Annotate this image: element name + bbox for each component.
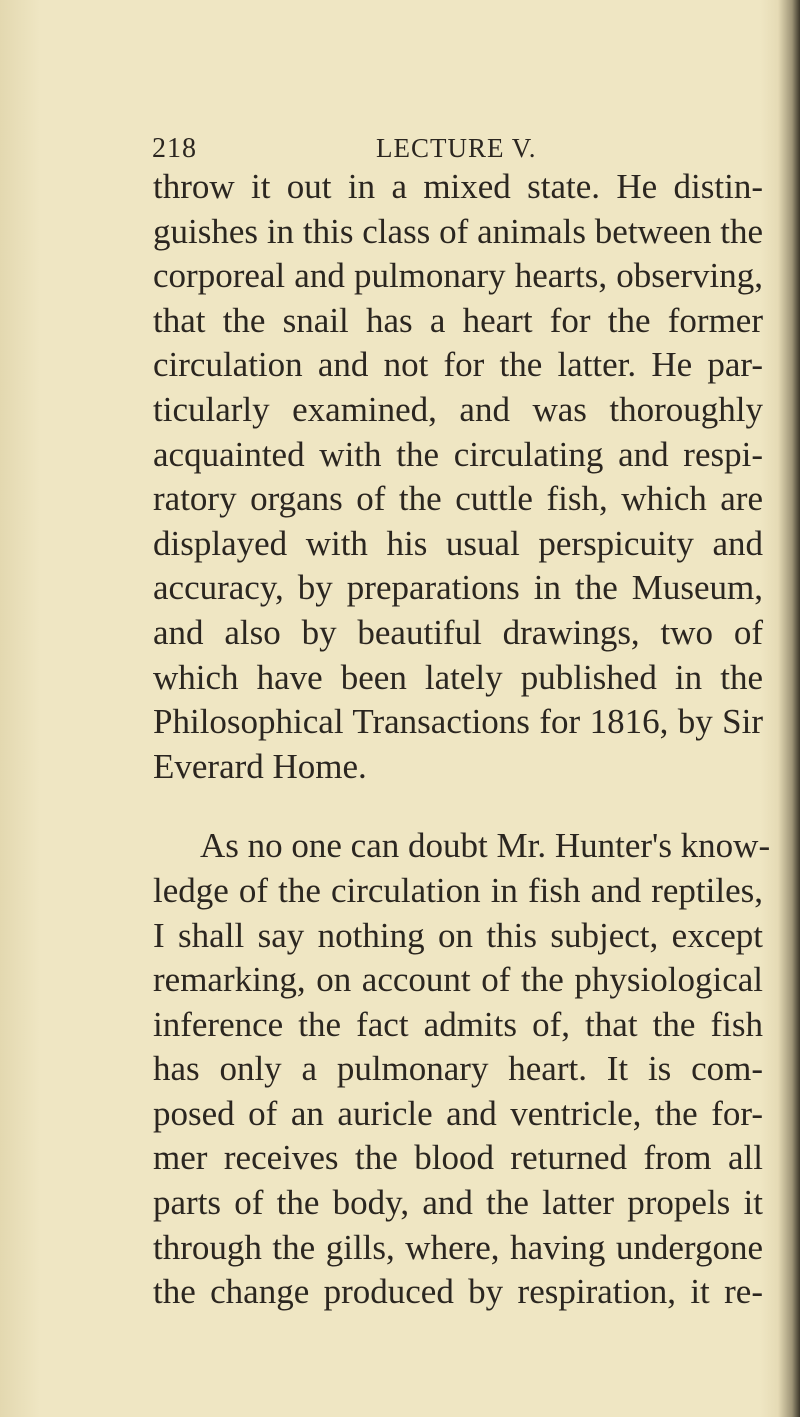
text-line: ticularly examined, and was thoroughly bbox=[153, 389, 763, 429]
page-number: 218 bbox=[152, 133, 197, 164]
text-line: that the snail has a heart for the former bbox=[153, 300, 763, 340]
text-line: corporeal and pulmonary hearts, observing, bbox=[153, 256, 763, 296]
text-line: remarking, on account of the physiological bbox=[153, 960, 763, 1000]
running-title: LECTURE V. bbox=[376, 133, 537, 163]
text-line: which have been lately published in the bbox=[153, 657, 763, 697]
text-line: the change produced by respiration, it re- bbox=[153, 1272, 763, 1312]
text-line: circulation and not for the latter. He par- bbox=[153, 345, 763, 385]
text-line: acquainted with the circulating and respi- bbox=[153, 434, 763, 474]
text-line: ledge of the circulation in fish and reptiles, bbox=[153, 870, 763, 910]
text-line: Everard Home. bbox=[153, 746, 367, 786]
paragraph-1 bbox=[153, 165, 763, 789]
text-line: parts of the body, and the latter propels it bbox=[153, 1183, 763, 1223]
paragraph-2 bbox=[153, 824, 771, 1315]
text-line: I shall say nothing on this subject, except bbox=[153, 915, 763, 955]
text-line: throw it out in a mixed state. He distin- bbox=[153, 167, 763, 206]
text-line: mer receives the blood returned from all bbox=[153, 1138, 763, 1178]
text-line: and also by beautiful drawings, two of bbox=[153, 612, 763, 652]
text-line: inference the fact admits of, that the fish bbox=[153, 1004, 763, 1044]
text-line: accuracy, by preparations in the Museum, bbox=[153, 568, 763, 608]
text-line: guishes in this class of animals between the bbox=[153, 211, 763, 251]
paragraph-spacer bbox=[153, 789, 763, 824]
text-line: displayed with his usual perspicuity and bbox=[153, 523, 763, 563]
text-line: ratory organs of the cuttle fish, which are bbox=[153, 479, 763, 519]
body-text bbox=[153, 165, 771, 1315]
text-line: has only a pulmonary heart. It is com- bbox=[153, 1049, 763, 1089]
text-line: As no one can doubt Mr. Hunter's know- bbox=[200, 826, 771, 866]
text-line: Philosophical Transactions for 1816, by Sir bbox=[153, 702, 763, 742]
text-line: posed of an auricle and ventricle, the for- bbox=[153, 1093, 763, 1133]
text-line: through the gills, where, having undergone bbox=[153, 1227, 763, 1267]
